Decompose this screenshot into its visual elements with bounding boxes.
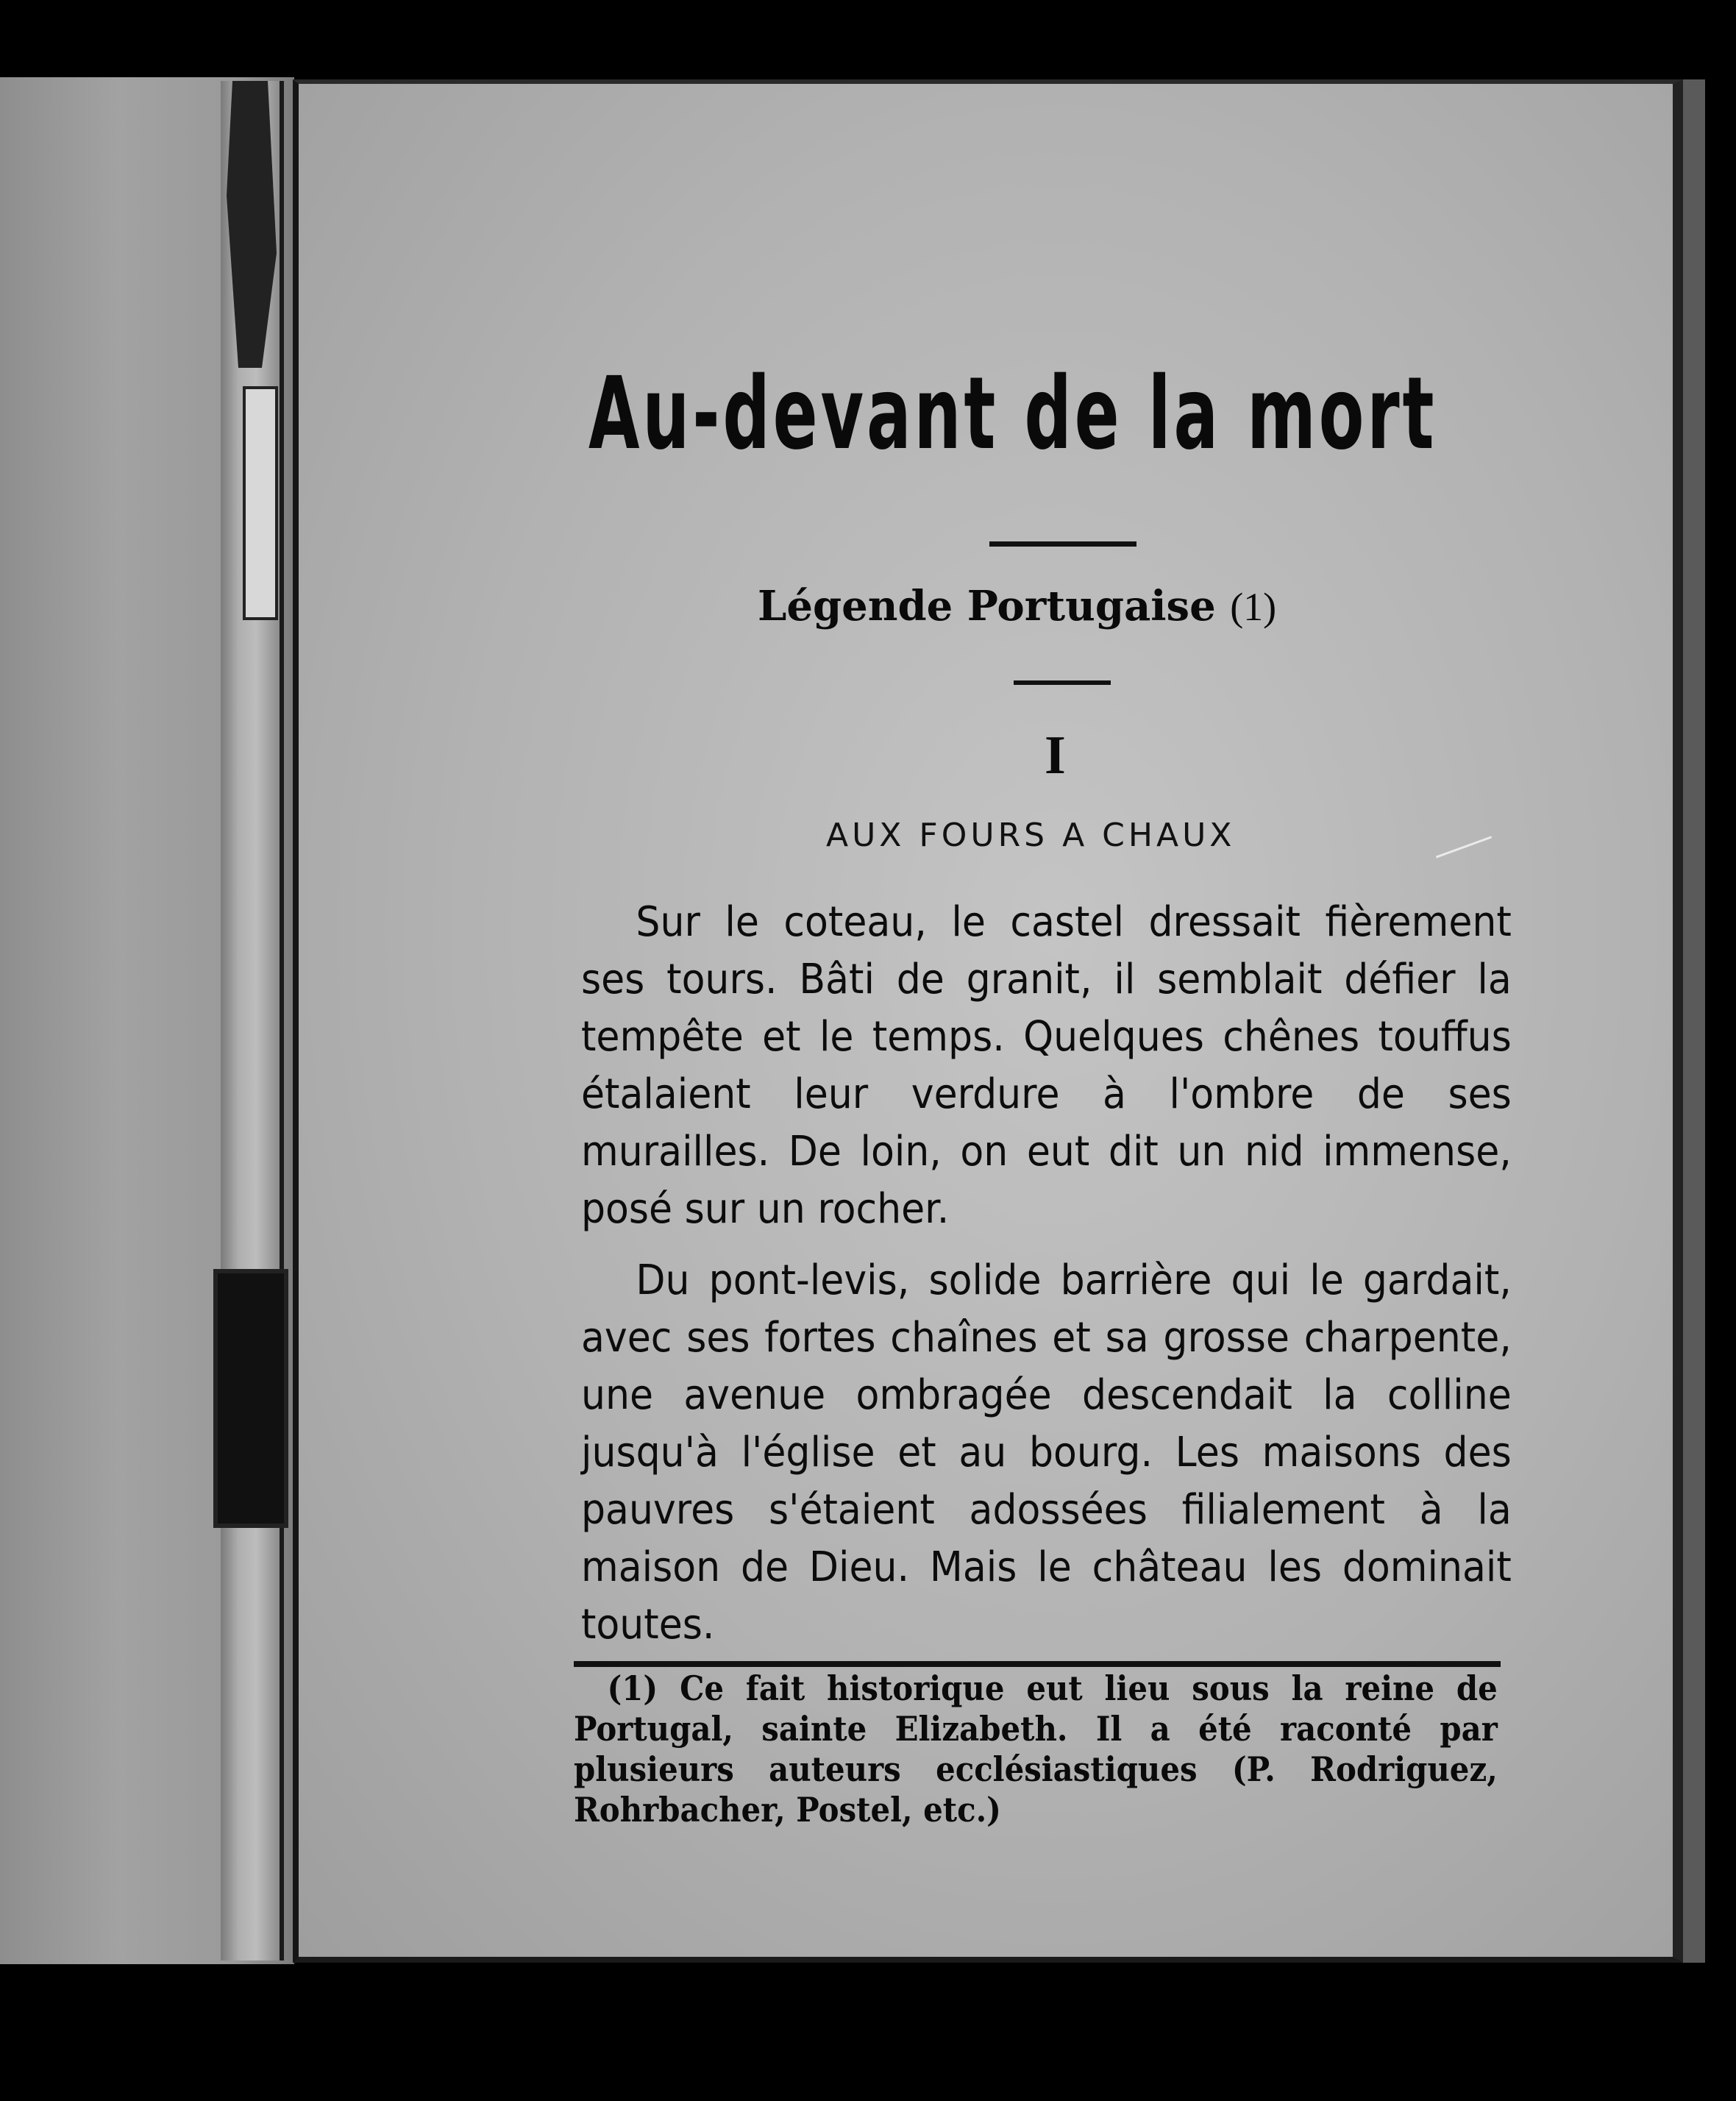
subtitle-text: Légende Portugaise [758, 582, 1216, 630]
chapter-title: AUX FOURS A CHAUX [826, 817, 1236, 854]
title-rule [989, 541, 1136, 547]
body-paragraph [581, 1252, 1512, 1654]
spine-label-lower [213, 1269, 288, 1528]
footnote [574, 1668, 1498, 1830]
page-edge [1683, 79, 1705, 1963]
subtitle-footnote-ref: (1) [1230, 585, 1277, 629]
spine-label-upper [243, 386, 278, 620]
book-title: Au-devant de la mort [588, 356, 1437, 472]
footnote-rule [574, 1661, 1501, 1667]
paragraph-text: Sur le coteau, le castel dressait fièrement ses tours. Bâti de granit, il semblait défier la tempête et le temps. Quelques chênes touffus étalaient leur verdure à l'ombre de ses murailles. De loin, on eut dit un nid immense, posé sur un rocher. [581, 898, 1512, 1233]
subtitle-rule [1014, 680, 1111, 685]
footnote-text: (1) Ce fait historique eut lieu sous la reine de Portugal, sainte Elizabeth. Il a été raconté par plusieurs auteurs ecclésiastiques (P. Rodriguez, Rohrbacher, Postel, etc.) [574, 1668, 1498, 1830]
chapter-number: I [1045, 725, 1066, 786]
paragraph-text: Du pont-levis, solide barrière qui le gardait, avec ses fortes chaînes et sa grosse charpente, une avenue ombragée descendait la colline jusqu'à l'église et au bourg. Les maisons des pauvres s'étaient adossées filialement à la maison de Dieu. Mais le château les dominait toutes. [581, 1256, 1512, 1649]
book-subtitle [758, 582, 1277, 630]
body-paragraph [581, 894, 1512, 1238]
